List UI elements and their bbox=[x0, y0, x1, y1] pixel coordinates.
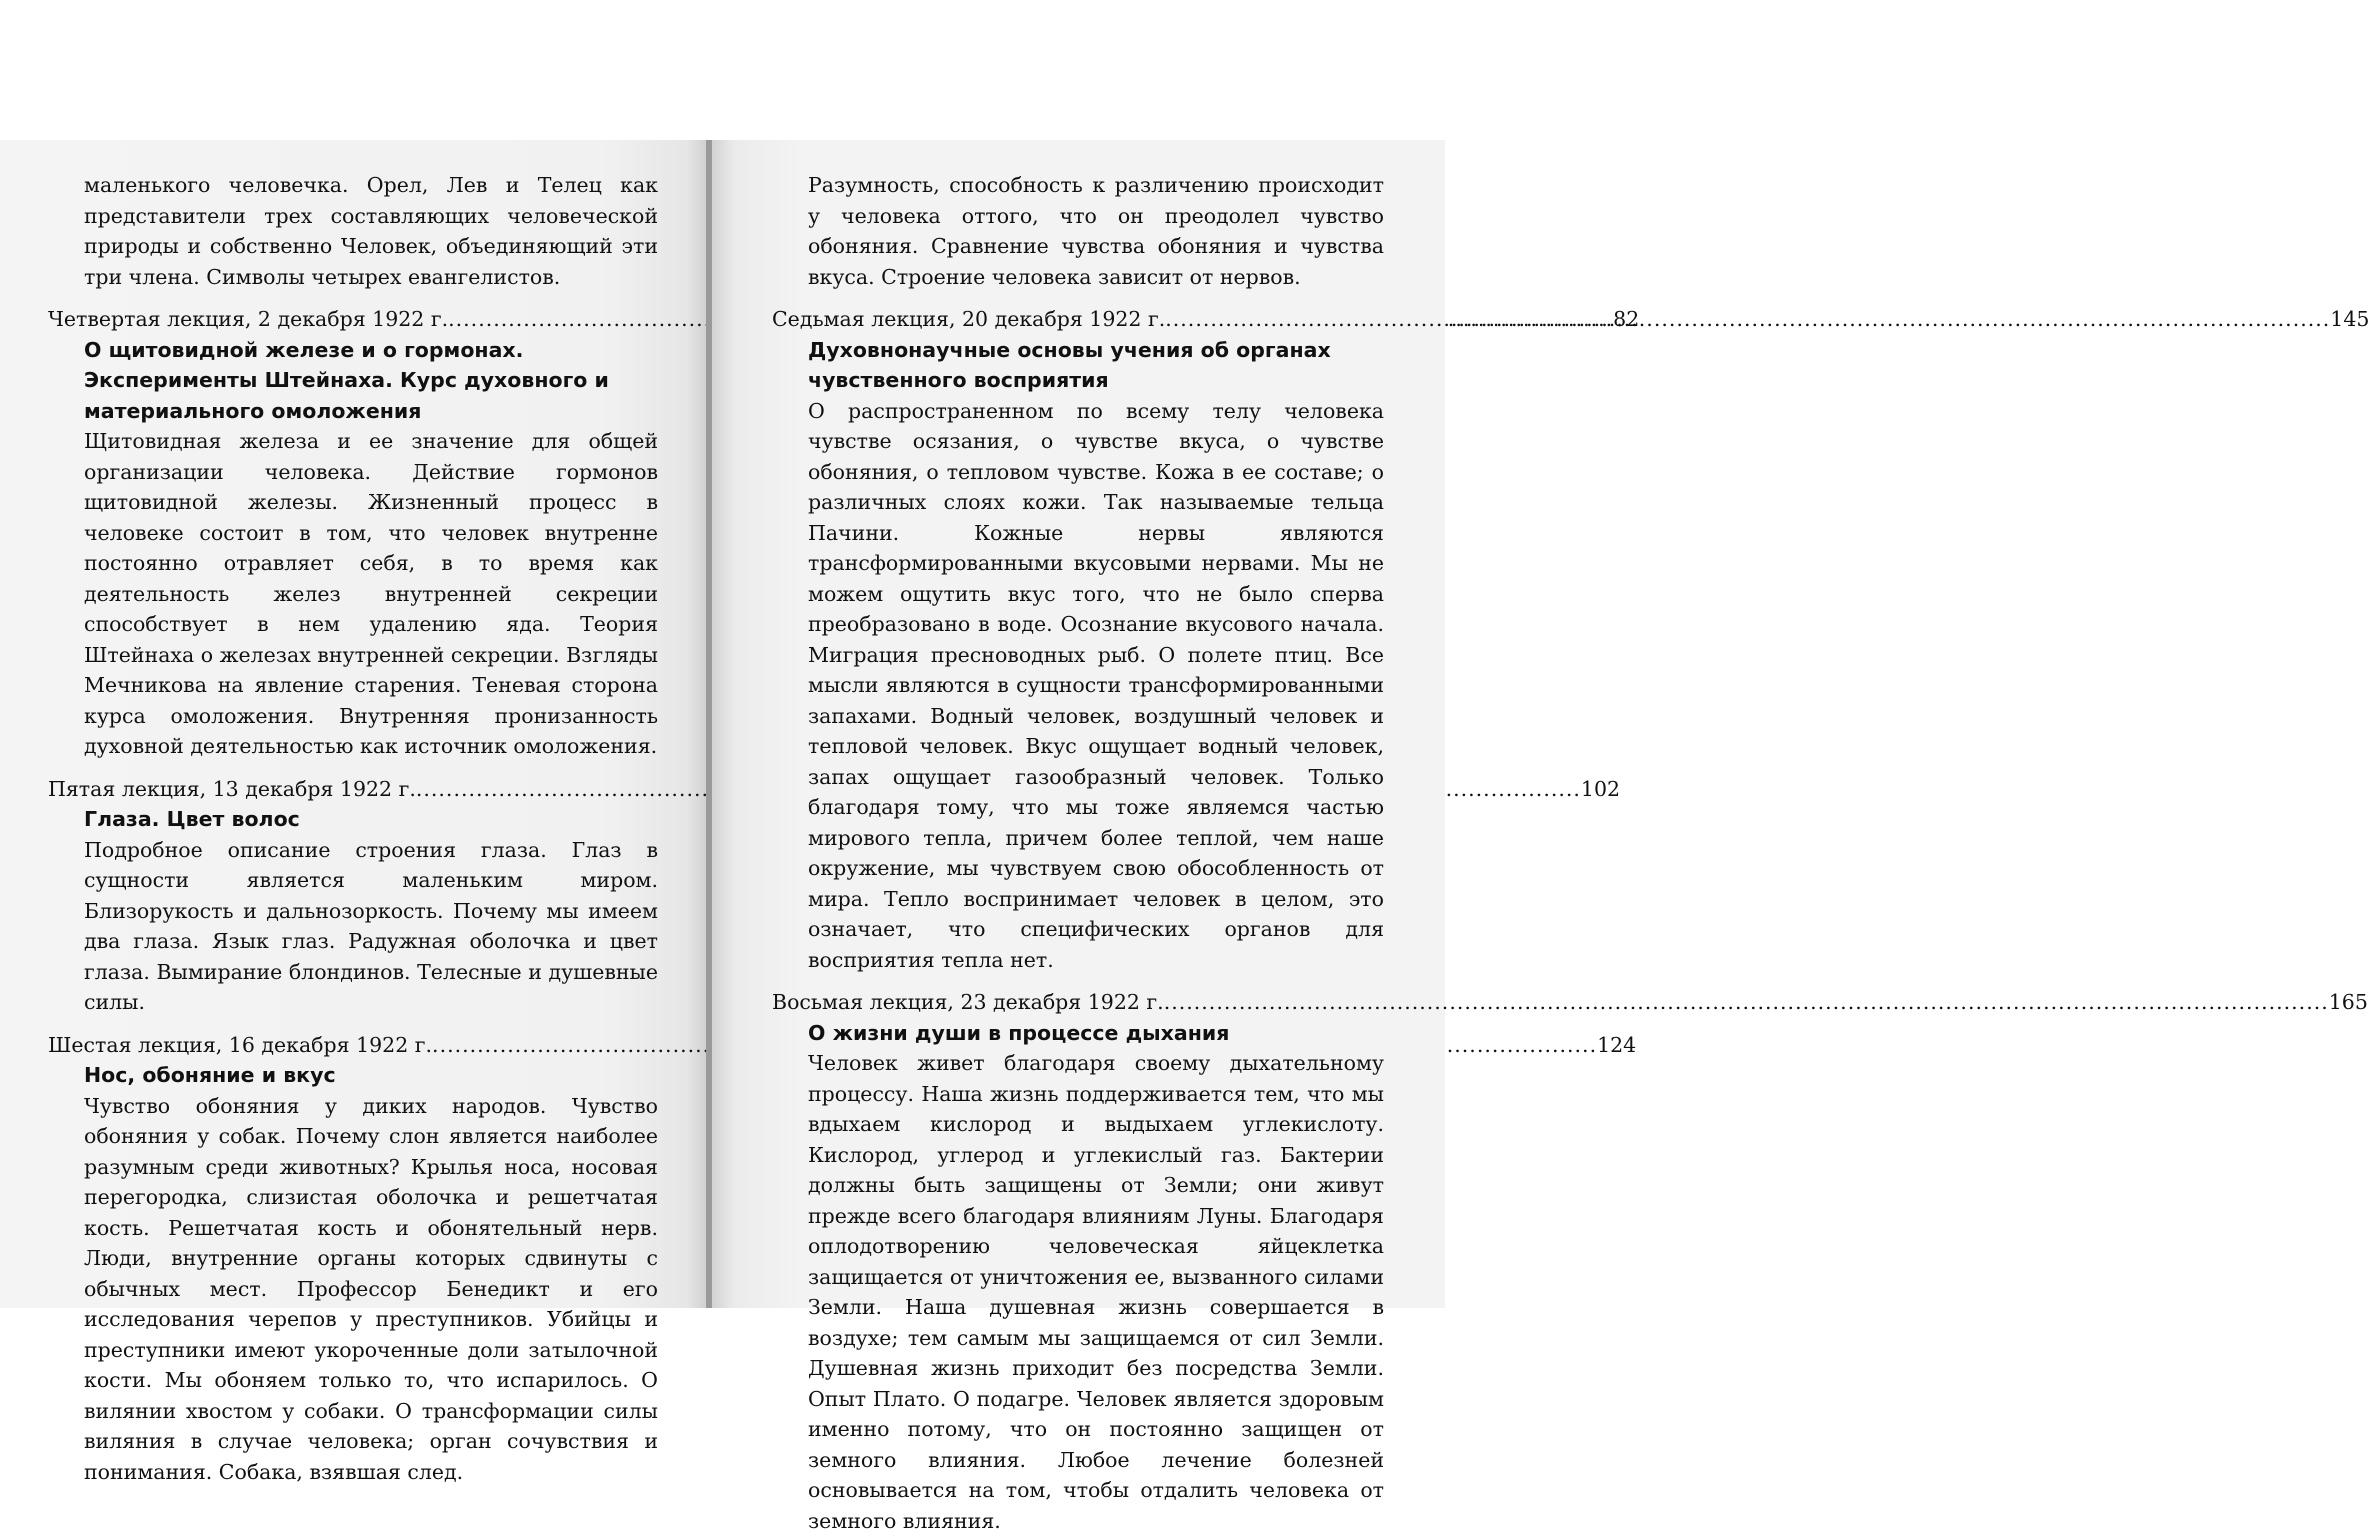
book-spread bbox=[0, 140, 2369, 1533]
lecture-title: О жизни души в процессе дыхания bbox=[808, 1020, 1230, 1045]
lecture-summary: О распространенном по всему телу человека чувстве осязания, о чувстве вкуса, о чувстве обоняния, о тепловом чувстве. Кожа в ее составе; о различных слоях кожи. Так называемые тельца Пачини. Кожные нервы являются трансформированными вкусовыми нервами. Мы не можем ощутить вкус того, что не было сперва преобразовано в воде. Осознание вкусового начала. Миграция пресноводных рыб. О полете птиц. Все мысли являются в сущности трансформированными запахами. Водный человек, воздушный человек и тепловой человек. Вкус ощущает водный человек, запах ощущает газообразный человек. Только благодаря тому, что мы тоже являемся частью мирового тепла, причем более теплой, чем наше окружение, мы чувствуем свою обособленность от мира. Тепло воспринимает человек в целом, это означает, что специфических органов для восприятия тепла нет. bbox=[808, 398, 1384, 972]
lecture-label: Шестая лекция, 16 декабря 1922 г. bbox=[48, 1032, 433, 1057]
page-number: 82 bbox=[1613, 307, 1640, 331]
entry-heading bbox=[772, 987, 2368, 1018]
lecture-summary: Чувство обоняния у диких народов. Чувство обоняния у собак. Почему слон является наиболее разумным среди животных? Крылья носа, носовая перегородка, слизистая оболочка и решетчатая кость. Решетчатая кость и обонятельный нерв. Люди, внутренние органы которых сдвинуты с обычных мест. Профессор Бенедикт и его исследования черепов у преступников. Убийцы и преступники имеют укороченные доли затылочной кости. Мы обоняем только то, что испарилось. О вилянии хвостом у собаки. О трансформации силы виляния в случае человека; орган сочувствия и понимания. Собака, взявшая след. bbox=[84, 1093, 658, 1484]
lecture-summary: Подробное описание строения глаза. Глаз в сущности является маленьким миром. Близорукость и дальнозоркость. Почему мы имеем два глаза. Язык глаз. Радужная оболочка и цвет глаза. Вымирание блондинов. Телесные и душевные силы. bbox=[84, 837, 658, 1014]
page-number: 145 bbox=[2330, 307, 2369, 331]
page-number: 165 bbox=[2328, 990, 2368, 1014]
leader-dots bbox=[1164, 987, 2329, 1018]
lecture-title: О щитовидной железе и о гормонах. Эксперименты Штейнаха. Курс духовного и материального омоложения bbox=[84, 337, 609, 423]
entry-heading bbox=[48, 774, 1621, 805]
lecture-label: Пятая лекция, 13 декабря 1922 г. bbox=[48, 776, 416, 801]
lecture-label: Четвертая лекция, 2 декабря 1922 г. bbox=[48, 307, 449, 331]
continuation-text: Разумность, способность к различению происходит у человека оттого, что он преодолел чувство обоняния. Сравнение чувства обоняния и чувства вкуса. Строение человека зависит от нервов. bbox=[808, 173, 1384, 289]
page-number: 124 bbox=[1597, 1032, 1637, 1057]
lecture-title: Духовнонаучные основы учения об органах чувственного восприятия bbox=[808, 337, 1331, 392]
lecture-summary: Щитовидная железа и ее значение для общей организации человека. Действие гормонов щитовидной железы. Жизненный процесс в человеке состоит в том, что человек внутренне постоянно отравляет себя, в то время как деятельность желез внутренней секреции способствует в нем удалению яда. Теория Штейнаха о железах внутренней секреции. Взгляды Мечникова на явление старения. Теневая сторона курса омоложения. Внутренняя пронизанность духовной деятельностью как источник омоложения. bbox=[84, 429, 658, 758]
lecture-summary: Человек живет благодаря своему дыхательному процессу. Наша жизнь поддерживается тем, что мы вдыхаем кислород и выдыхаем углекислоту. Кислород, углерод и углекислый газ. Бактерии должны быть защищены от Земли; они живут прежде всего благодаря влияниям Луны. Благодаря оплодотворению человеческая яйцеклетка защищается от уничтожения ее, вызванного силами Земли. Наша душевная жизнь совершается в воздухе; тем самым мы защищаемся от сил Земли. Душевная жизнь приходит без посредства Земли. Опыт Плато. О подагре. Человек является здоровым именно потому, что он постоянно защищен от земного влияния. Любое лечение болезней основывается на том, чтобы отдалить человека от земного влияния. bbox=[808, 1051, 1384, 1533]
continuation-text: маленького человечка. Орел, Лев и Телец как представители трех составляющих человеческой природы и собственно Человек, объединяющий эти три члена. Символы четырех евангелистов. bbox=[84, 173, 658, 289]
leader-dots bbox=[1165, 304, 2330, 335]
lecture-label: Восьмая лекция, 23 декабря 1922 г. bbox=[772, 990, 1164, 1014]
page-number: 102 bbox=[1580, 776, 1621, 801]
lecture-label: Седьмая лекция, 20 декабря 1922 г. bbox=[772, 307, 1166, 331]
lecture-title: Нос, обоняние и вкус bbox=[84, 1063, 336, 1087]
lecture-title: Глаза. Цвет волос bbox=[84, 807, 300, 831]
